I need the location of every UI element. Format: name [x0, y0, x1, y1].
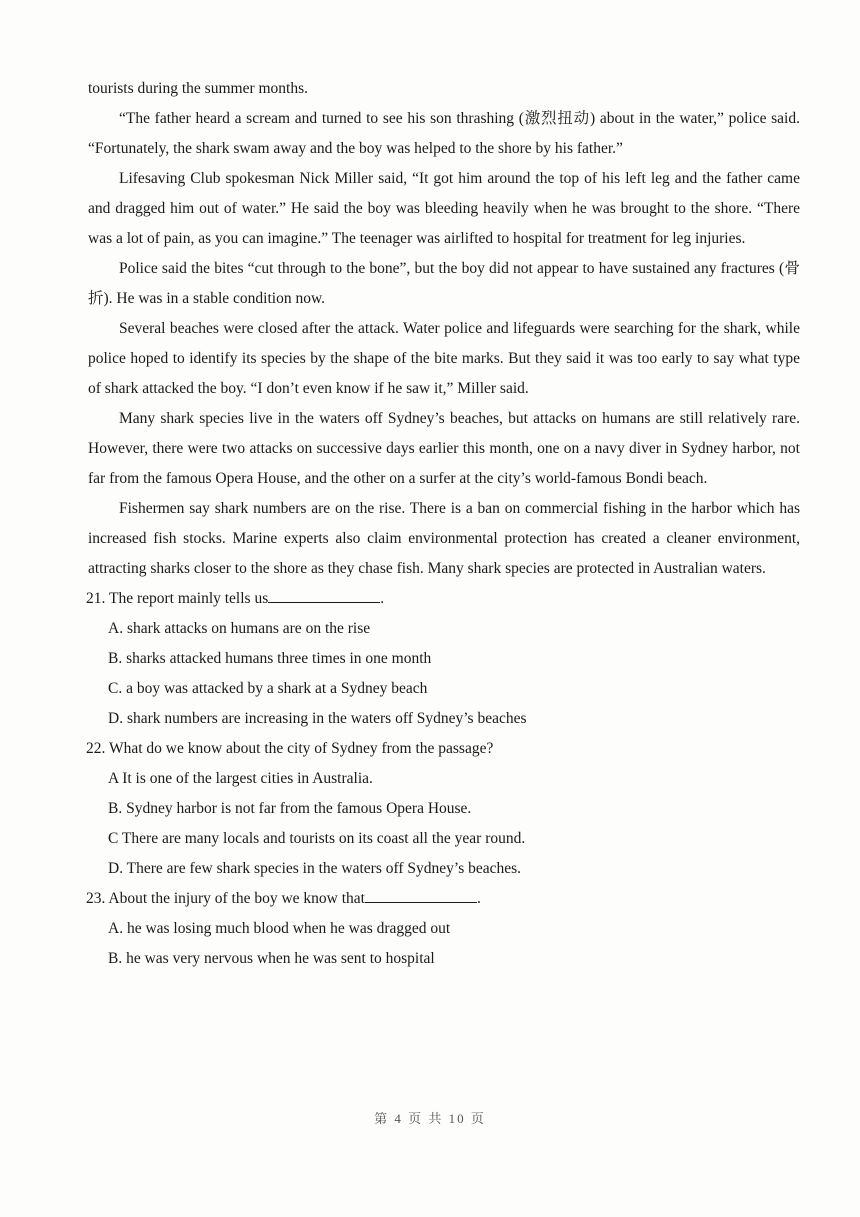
option-b: B. Sydney harbor is not far from the famous Opera House.: [108, 800, 472, 817]
question-stem-text: 21. The report mainly tells us: [86, 590, 269, 607]
passage-paragraph-4: Police said the bites “cut through to the bone”, but the boy did not appear to have sustained any fractures (骨折). He was in a stable condition now.: [88, 260, 800, 307]
question-stem-text: 23. About the injury of the boy we know that: [86, 890, 365, 907]
option-d: D. shark numbers are increasing in the waters off Sydney’s beaches: [108, 710, 527, 727]
option-c: C. a boy was attacked by a shark at a Sydney beach: [108, 680, 428, 697]
option-c: C There are many locals and tourists on its coast all the year round.: [108, 830, 526, 847]
page-footer: 第 4 页 共 10 页: [374, 1111, 486, 1126]
option-b: B. sharks attacked humans three times in one month: [108, 650, 432, 667]
question-22: [88, 734, 800, 884]
passage-paragraph-6: Many shark species live in the waters off Sydney’s beaches, but attacks on humans are still relatively rare. However, there were two attacks on successive days earlier this month, one on a navy diver in Sydney harbor, not far from the famous Opera House, and the other on a surfer at the city’s world-famous Bondi beach.: [88, 410, 800, 487]
question-stem: 22. What do we know about the city of Sydney from the passage?: [86, 740, 494, 757]
question-stem: [86, 584, 800, 614]
option-a: A. shark attacks on humans are on the rise: [108, 620, 371, 637]
passage-paragraph-5: Several beaches were closed after the attack. Water police and lifeguards were searching for the shark, while police hoped to identify its species by the shape of the bite marks. But they said it was too early to say what type of shark attacked the boy. “I don’t even know if he saw it,” Miller said.: [88, 320, 800, 397]
passage-paragraph-1: tourists during the summer months.: [88, 80, 309, 97]
passage-paragraph-3: Lifesaving Club spokesman Nick Miller said, “It got him around the top of his left leg and the father came and dragged him out of water.” He said the boy was bleeding heavily when he was brought to the shore. “There was a lot of pain, as you can imagine.” The teenager was airlifted to hospital for treatment for leg injuries.: [88, 170, 800, 247]
answer-blank: [268, 584, 380, 603]
question-21: [88, 584, 800, 734]
option-b: B. he was very nervous when he was sent to hospital: [108, 950, 435, 967]
option-a: A. he was losing much blood when he was dragged out: [108, 920, 451, 937]
stem-end-punct: .: [380, 590, 385, 607]
option-d: D. There are few shark species in the waters off Sydney’s beaches.: [108, 860, 522, 877]
question-23: [88, 884, 800, 974]
option-a: A It is one of the largest cities in Australia.: [108, 770, 373, 787]
question-stem: [86, 884, 800, 914]
reading-passage: [88, 74, 800, 974]
answer-blank: [365, 884, 477, 903]
passage-paragraph-7: Fishermen say shark numbers are on the rise. There is a ban on commercial fishing in the harbor which has increased fish stocks. Marine experts also claim environmental protection has created a cleaner environment, attracting sharks closer to the shore as they chase fish. Many shark species are protected in Australian waters.: [88, 500, 800, 577]
stem-end-punct: .: [476, 890, 481, 907]
passage-paragraph-2: “The father heard a scream and turned to see his son thrashing (激烈扭动) about in the water,” police said. “Fortunately, the shark swam away and the boy was helped to the shore by his father.”: [88, 110, 800, 157]
